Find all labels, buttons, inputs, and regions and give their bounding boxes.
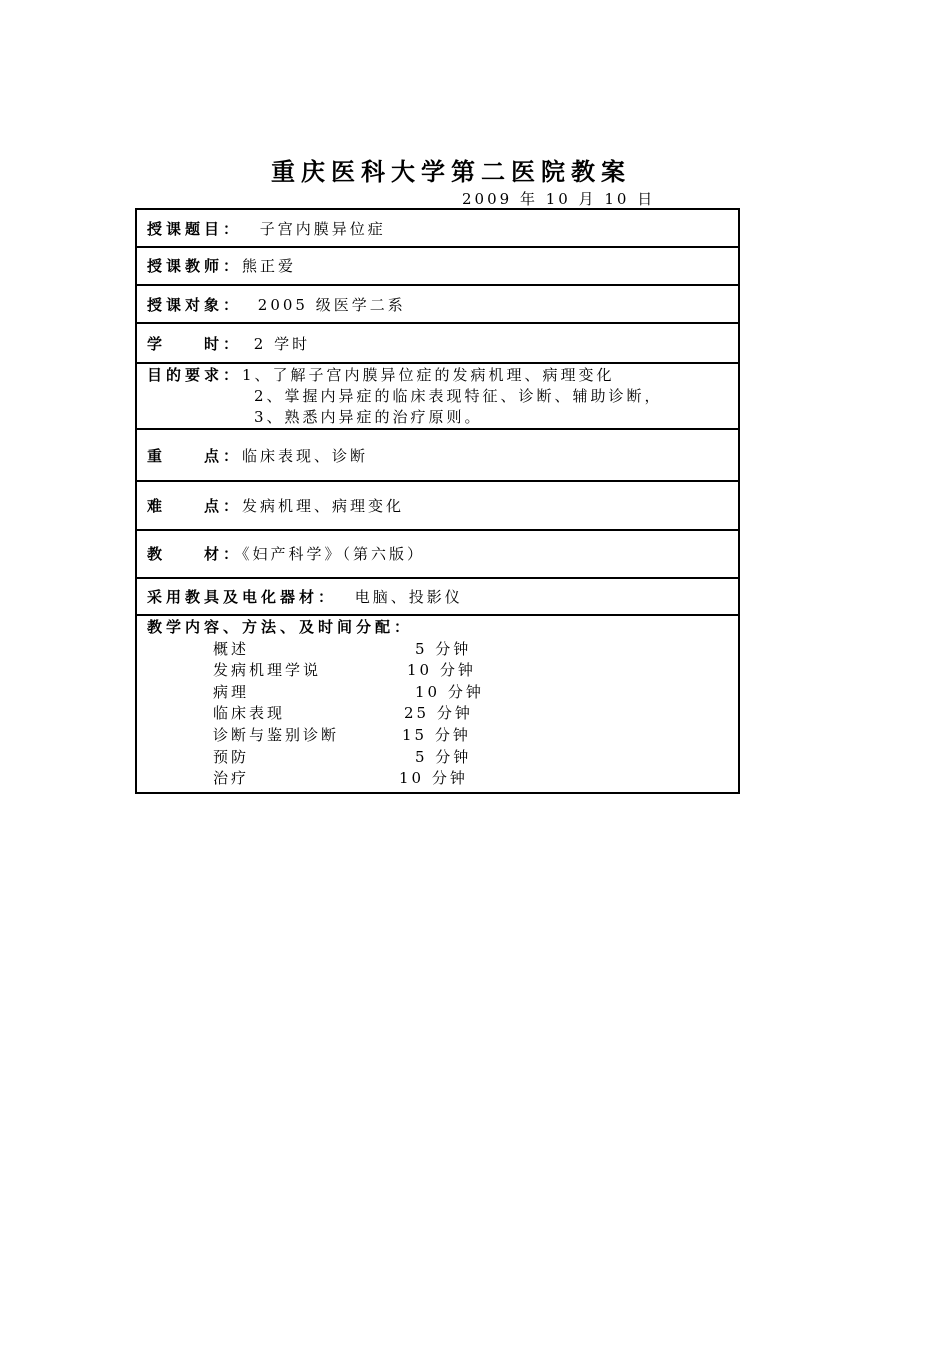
audience-value: 2005 级医学二系 bbox=[257, 296, 406, 314]
equipment-value: 电脑、投影仪 bbox=[354, 588, 463, 606]
objective-line-2: 2、掌握内异症的临床表现特征、诊断、辅助诊断， bbox=[254, 387, 663, 405]
item-time: 10 分钟 bbox=[399, 769, 468, 788]
row-difficulties bbox=[137, 482, 738, 531]
list-item bbox=[147, 768, 738, 790]
item-name: 诊断与鉴别诊断 bbox=[213, 725, 340, 744]
list-item bbox=[147, 639, 738, 661]
item-time: 10 分钟 bbox=[407, 661, 476, 680]
audience-label: 授课对象： bbox=[147, 296, 243, 314]
row-audience bbox=[137, 286, 738, 324]
list-item bbox=[147, 703, 738, 725]
item-time: 5 分钟 bbox=[415, 639, 472, 658]
item-name: 发病机理学说 bbox=[213, 661, 322, 680]
document-title: 重庆医科大学第二医院教案 bbox=[271, 158, 631, 186]
hours-value: 2 学时 bbox=[253, 335, 311, 353]
topic-value: 子宫内膜异位症 bbox=[259, 220, 386, 238]
content-list bbox=[147, 639, 738, 790]
document-date: 2009 年 10 月 10 日 bbox=[462, 190, 656, 208]
textbook-label: 教 材： bbox=[147, 545, 243, 563]
item-name: 预防 bbox=[213, 747, 250, 766]
item-name: 治疗 bbox=[213, 769, 250, 788]
row-topic bbox=[137, 210, 738, 248]
key-points-label: 重 点： bbox=[147, 447, 243, 465]
item-time: 25 分钟 bbox=[404, 704, 473, 723]
objectives-label: 目的要求： bbox=[147, 366, 243, 384]
list-item bbox=[147, 747, 738, 769]
teacher-value: 熊正爱 bbox=[242, 257, 297, 275]
difficulties-value: 发病机理、病理变化 bbox=[242, 497, 405, 515]
row-hours bbox=[137, 324, 738, 364]
list-item bbox=[147, 682, 738, 704]
item-name: 临床表现 bbox=[213, 704, 286, 723]
row-equipment bbox=[137, 579, 738, 616]
row-objectives bbox=[137, 364, 738, 430]
list-item bbox=[147, 725, 738, 747]
item-name: 病理 bbox=[213, 682, 250, 701]
difficulties-label: 难 点： bbox=[147, 497, 243, 515]
equipment-label: 采用教具及电化器材： bbox=[147, 588, 338, 606]
item-time: 10 分钟 bbox=[415, 682, 484, 701]
lesson-plan-table bbox=[135, 208, 740, 794]
item-time: 5 分钟 bbox=[415, 747, 472, 766]
row-content bbox=[137, 616, 738, 792]
topic-label: 授课题目： bbox=[147, 220, 243, 238]
objective-line-3: 3、熟悉内异症的治疗原则。 bbox=[254, 408, 483, 426]
list-item bbox=[147, 660, 738, 682]
objective-line-1: 1、了解子宫内膜异位症的发病机理、病理变化 bbox=[242, 366, 615, 384]
row-textbook bbox=[137, 531, 738, 579]
textbook-value: 《妇产科学》（第六版） bbox=[242, 545, 426, 563]
item-time: 15 分钟 bbox=[402, 725, 471, 744]
content-label: 教学内容、方法、及时间分配： bbox=[147, 618, 414, 636]
hours-label: 学 时： bbox=[147, 335, 243, 353]
row-teacher bbox=[137, 248, 738, 286]
row-key-points bbox=[137, 430, 738, 482]
teacher-label: 授课教师： bbox=[147, 257, 243, 275]
key-points-value: 临床表现、诊断 bbox=[242, 447, 369, 465]
item-name: 概述 bbox=[213, 639, 250, 658]
